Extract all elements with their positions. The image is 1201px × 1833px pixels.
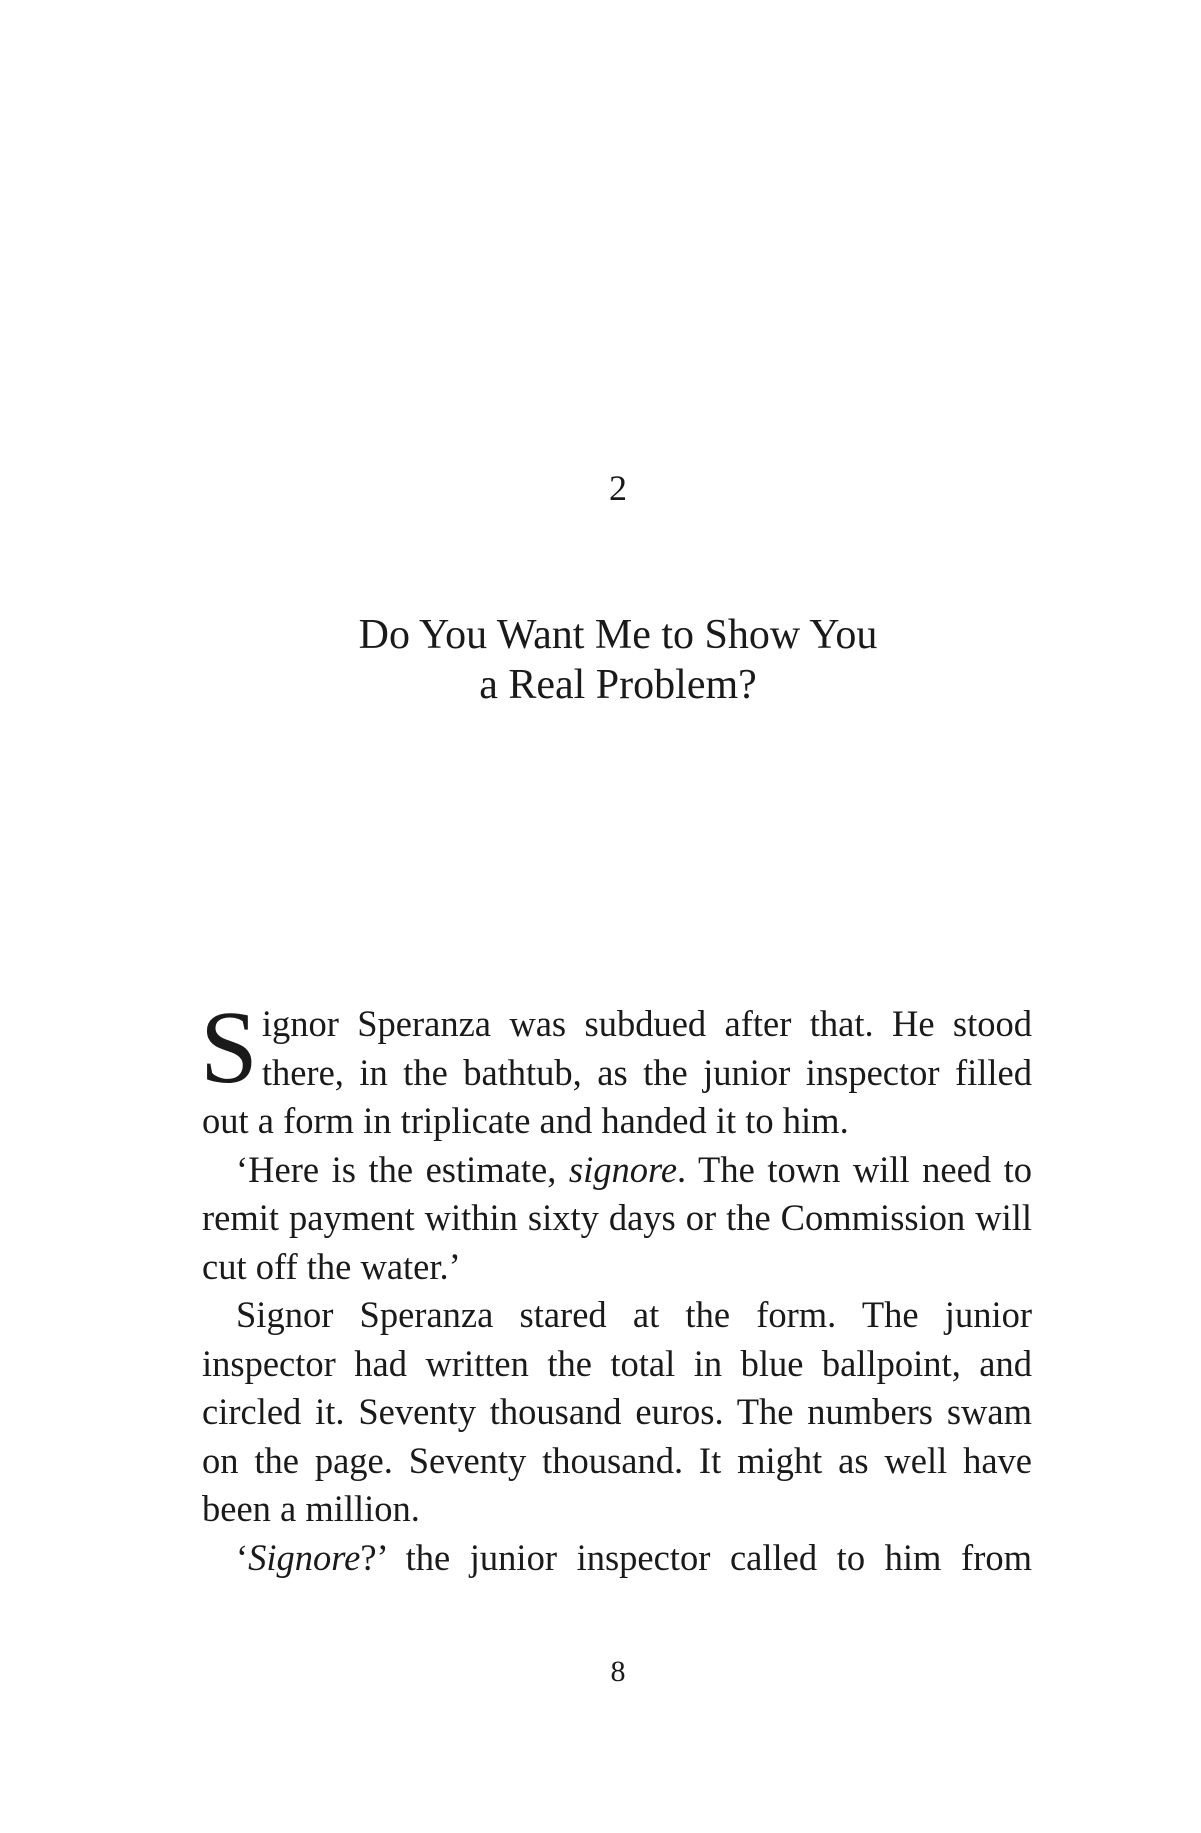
paragraph-1 [200, 990, 1032, 1146]
paragraph-4-end: ?’ the junior inspector called to him from [360, 1536, 1032, 1578]
chapter-title [0, 610, 1201, 710]
paragraph-3: Signor Speranza stared at the form. The junior inspector had written the total in blue ballpoint, and circled it. Seventy thousand euros. The numbers swam on the page. Seventy thousand. It might as well have been a million. [202, 1294, 1032, 1529]
paragraph-2-italic: signore [568, 1148, 678, 1190]
chapter-number: 2 [609, 468, 627, 508]
chapter-title-line-2: a Real Problem? [479, 662, 757, 708]
paragraph-1-text: ignor Speranza was subdued after that. He stood there, in the bathtub, as the junior inspector filled out a form in triplicate and handed it to him. [202, 1003, 1032, 1141]
paragraph-2-start: ‘Here is the estimate, [236, 1148, 569, 1190]
chapter-title-line-1: Do You Want Me to Show You [358, 612, 878, 658]
paragraph-2 [202, 1146, 1032, 1292]
page-number: 8 [610, 1655, 626, 1688]
body-text [200, 990, 1032, 1582]
paragraph-4 [202, 1534, 1032, 1583]
drop-cap: S [200, 990, 258, 1105]
paragraph-4-italic: Signore [248, 1536, 361, 1578]
paragraph-4-start: ‘ [236, 1536, 249, 1578]
paragraph-2-end: . The town will need to remit payment within sixty days or the Commission will cut off the water.’ [202, 1148, 1032, 1287]
